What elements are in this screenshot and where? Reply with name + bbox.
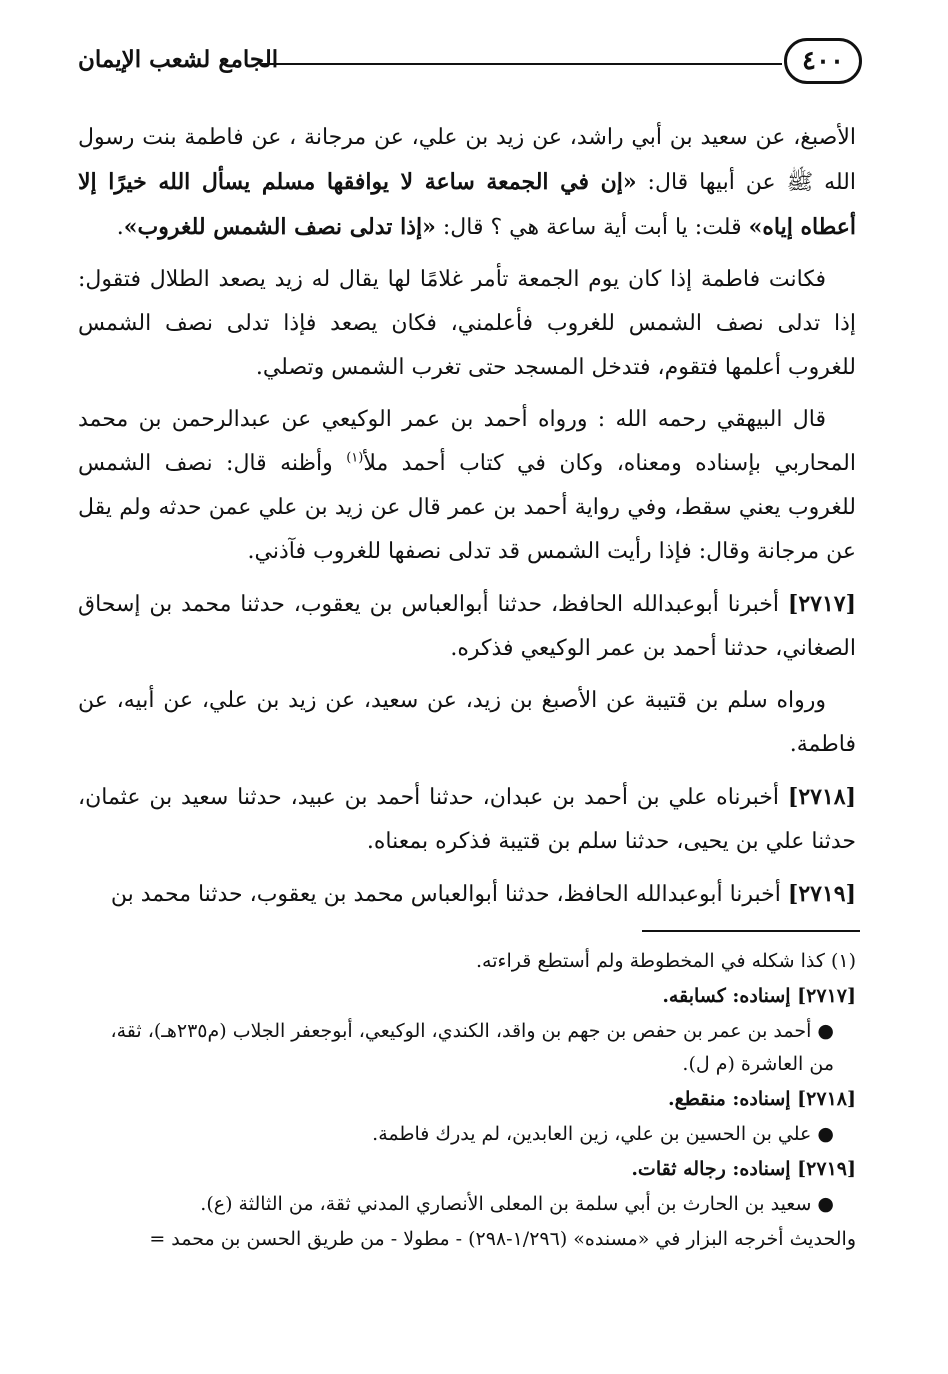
footnote-source: والحديث أخرجه البزار في «مسنده» (١/٢٩٦-٢٩٨) - مطولا - من طريق الحسن بن محمد =: [149, 1228, 856, 1250]
footnote-marker: (١): [346, 450, 364, 466]
footnote-2718-label: [٢٧١٨] إسناده: منقطع.: [667, 1088, 856, 1110]
footnotes: [80, 945, 856, 1258]
text-span: قال البيهقي رحمه الله : ورواه أحمد بن عمر الوكيعي عن عبدالرحمن بن محمد المحاربي بإسناده ومعناه، وكان في كتاب أحمد ملأ: [78, 407, 857, 476]
paragraph-2: فكانت فاطمة إذا كان يوم الجمعة تأمر غلامًا لها يقال له زيد يصعد الطلال فتقول: إذا تدلى نصف الشمس للغروب فأعلمني، فكان يصعد فإذا تدلى نصف الشمس للغروب أعلمها فتقوم، فتدخل المسجد حتى تغرب الشمس وتصلي.: [78, 267, 856, 380]
footnote-2719-note: [80, 1188, 856, 1221]
paragraph-5: ورواه سلم بن قتيبة عن الأصبغ بن زيد، عن سعيد، عن زيد بن علي، عن أبيه، عن فاطمة.: [78, 688, 856, 757]
text-span: أخبرناه علي بن أحمد بن عبدان، حدثنا أحمد بن عبيد، حدثنا سعيد بن عثمان، حدثنا علي بن يحيى، حدثنا سلم بن قتيبة فذكره بمعناه.: [78, 785, 856, 854]
text-span: قلت: يا أبت أية ساعة هي ؟ قال:: [435, 215, 749, 240]
paragraph-6: [78, 775, 856, 864]
footnote-2717-note: [80, 1015, 856, 1081]
hadith-number: [٢٧١٧]: [787, 591, 856, 617]
bullet-icon: ●: [817, 1193, 834, 1215]
text-span: الأصبغ، عن سعيد بن أبي راشد، عن زيد بن علي، عن مرجانة ، عن فاطمة بنت رسول الله ﷺ عن أبيها قال:: [78, 125, 856, 195]
paragraph-4: [78, 582, 856, 671]
bullet-icon: ●: [817, 1123, 834, 1145]
page-number: ٤٠٠: [784, 38, 862, 84]
page-header: [72, 38, 862, 88]
text-span: أخبرنا أبوعبدالله الحافظ، حدثنا أبوالعباس محمد بن يعقوب، حدثنا محمد بن: [110, 882, 788, 907]
paragraph-1: [78, 116, 856, 250]
paragraph-7: [78, 872, 856, 917]
text-span: أخبرنا أبوعبدالله الحافظ، حدثنا أبوالعباس بن يعقوب، حدثنا محمد بن إسحاق الصغاني، حدثنا أحمد بن عمر الوكيعي فذكره.: [78, 592, 856, 661]
text-span: أحمد بن عمر بن حفص بن جهم بن واقد، الكندي، الوكيعي، أبوجعفر الجلاب (م٢٣٥هـ)، ثقة، من العاشرة (م ل).: [110, 1020, 834, 1075]
hadith-number: [٢٧١٩]: [787, 881, 856, 907]
text-span: علي بن الحسين بن علي، زين العابدين، لم يدرك فاطمة.: [372, 1123, 812, 1145]
running-title: الجامع لشعب الإيمان: [78, 46, 279, 73]
main-text: [78, 116, 856, 925]
hadith-answer: «إذا تدلى نصف الشمس للغروب»: [123, 214, 436, 240]
paragraph-3: [78, 398, 856, 574]
footnote-1: (١) كذا شكله في المخطوطة ولم أستطع قراءته.: [476, 950, 856, 972]
footnote-rule: [642, 930, 860, 932]
text-span: .: [116, 215, 124, 240]
text-span: وأظنه قال: نصف الشمس للغروب يعني سقط، وفي رواية أحمد بن عمر قال عن زيد بن علي عمن حدثه ولم يقل عن مرجانة وقال: فإذا رأيت الشمس قد تدلى نصفها للغروب فآذني.: [78, 451, 856, 564]
header-rule: [262, 63, 782, 65]
hadith-number: [٢٧١٨]: [787, 784, 856, 810]
footnote-2719-label: [٢٧١٩] إسناده: رجاله ثقات.: [631, 1158, 856, 1180]
text-span: سعيد بن الحارث بن أبي سلمة بن المعلى الأنصاري المدني ثقة، من الثالثة (ع).: [200, 1193, 812, 1215]
bullet-icon: ●: [817, 1020, 834, 1042]
footnote-2718-note: [80, 1118, 856, 1151]
footnote-2717-label: [٢٧١٧] إسناده: كسابقه.: [662, 985, 856, 1007]
hadith-quote: «إن في الجمعة ساعة لا يوافقها مسلم يسأل الله خيرًا إلا أعطاه إياه»: [78, 169, 856, 240]
